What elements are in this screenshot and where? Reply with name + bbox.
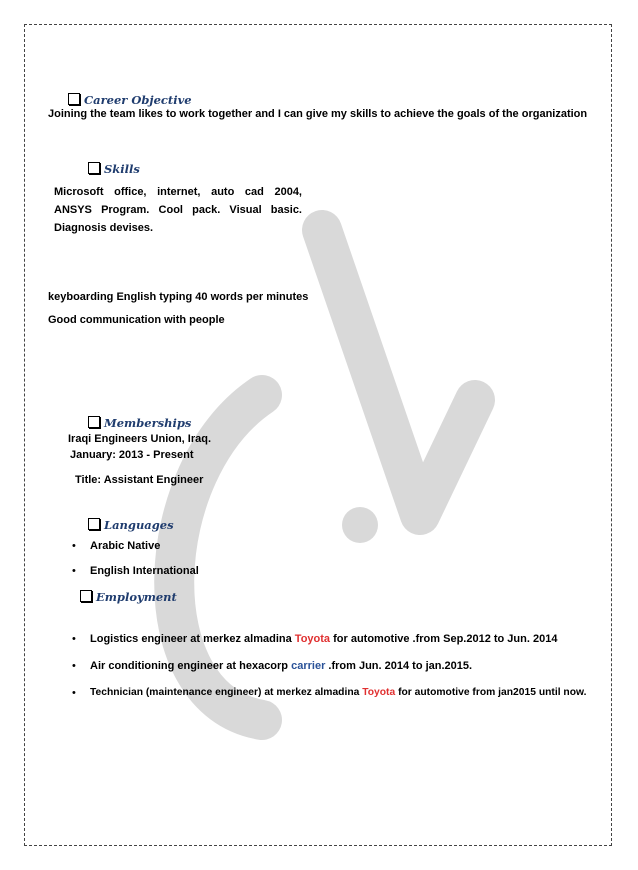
bullet-icon: • xyxy=(72,660,76,672)
membership-date: January: 2013 - Present xyxy=(70,449,194,461)
bullet-icon: • xyxy=(72,633,76,645)
employer-highlight: Toyota xyxy=(294,633,331,645)
bullet-icon: • xyxy=(72,565,76,577)
checkbox-icon xyxy=(80,590,92,602)
checkbox-icon xyxy=(88,162,100,174)
career-objective-heading: Career Objective xyxy=(68,93,192,107)
employment-item: Logistics engineer at merkez almadina Toyota for automotive .from Sep.2012 to Jun. 2014 xyxy=(90,633,558,645)
memberships-heading: Memberships xyxy=(88,416,191,430)
membership-org: Iraqi Engineers Union, Iraq. xyxy=(68,433,212,445)
language-item: English International xyxy=(90,565,199,577)
checkbox-icon xyxy=(88,518,100,530)
languages-heading: Languages xyxy=(88,518,174,532)
career-objective-text: Joining the team likes to work together and I can give my skills to achieve the goals of the organization xyxy=(48,108,588,120)
skills-heading: Skills xyxy=(88,162,140,176)
communication-skill: Good communication with people xyxy=(48,314,225,326)
language-item: Arabic Native xyxy=(90,540,161,552)
skills-text: Microsoft office, internet, auto cad 2004, ANSYS Program. Cool pack. Visual basic. Diagnosis devises. xyxy=(54,186,302,234)
employer-highlight: carrier xyxy=(291,660,326,672)
employment-item: Air conditioning engineer at hexacorp carrier .from Jun. 2014 to jan.2015. xyxy=(90,660,473,672)
membership-title: Title: Assistant Engineer xyxy=(75,474,204,486)
checkbox-icon xyxy=(88,416,100,428)
bullet-icon: • xyxy=(72,687,76,699)
typing-skill: keyboarding English typing 40 words per minutes xyxy=(48,291,309,303)
employer-highlight: Toyota xyxy=(362,687,396,698)
bullet-icon: • xyxy=(72,540,76,552)
employment-heading: Employment xyxy=(80,590,177,604)
checkbox-icon xyxy=(68,93,80,105)
employment-item: Technician (maintenance engineer) at merkez almadina Toyota for automotive from jan2015 until now. xyxy=(90,687,587,698)
